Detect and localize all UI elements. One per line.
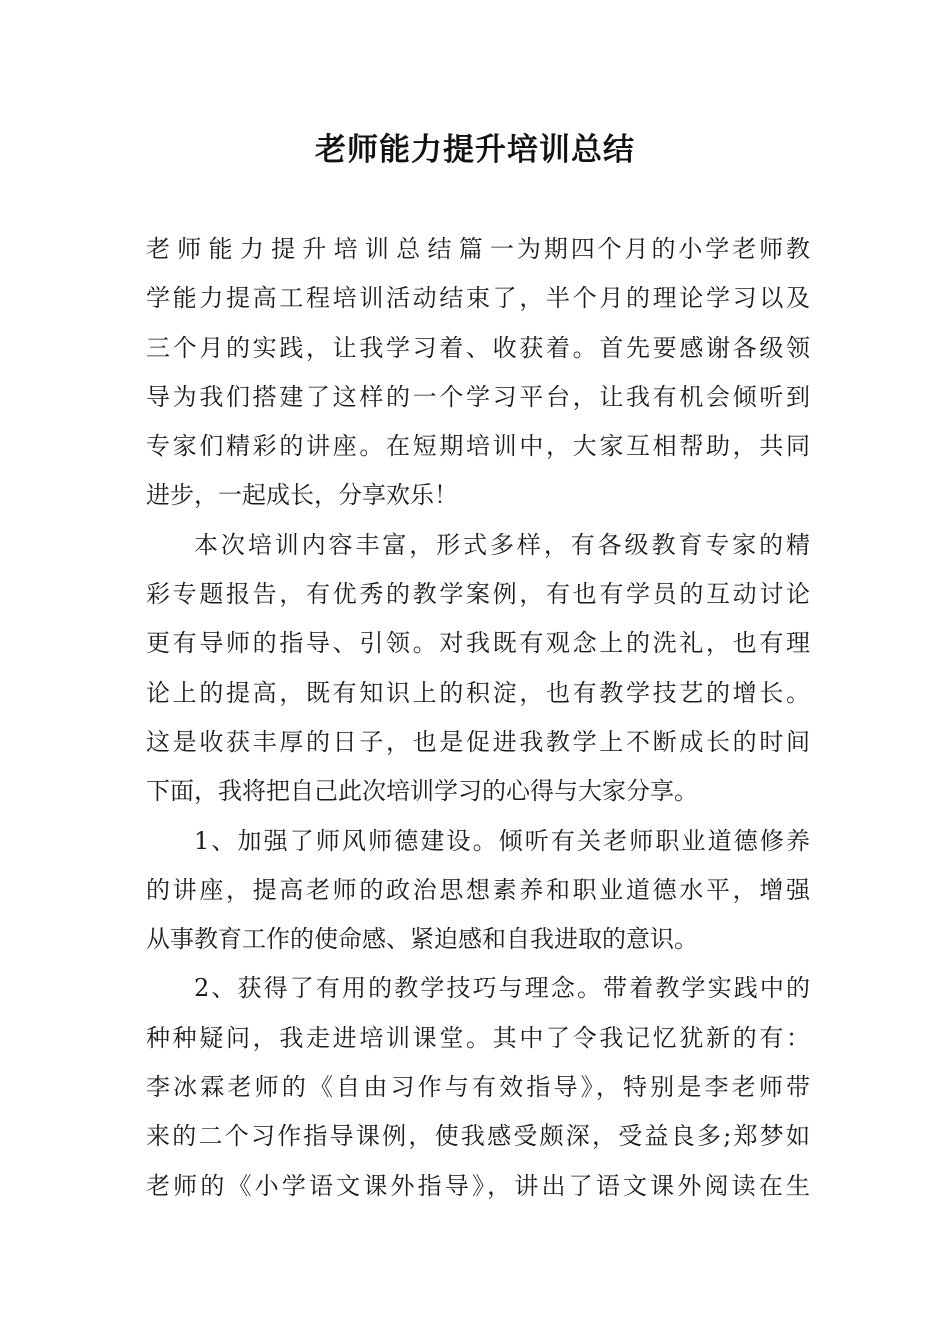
document-body <box>146 225 810 1211</box>
text-line-content: 为期四个月的小学老师教 <box>514 235 810 263</box>
text-line: 这是收获丰厚的日子，也是促进我教学上不断成长的时间 <box>146 727 810 756</box>
text-line: 来的二个习作指导课例，使我感受颇深，受益良多;郑梦如 <box>146 1122 810 1151</box>
text-line: 本次培训内容丰富，形式多样，有各级教育专家的精 <box>194 530 810 559</box>
text-line: 的讲座，提高老师的政治思想素养和职业道德水平，增强 <box>146 875 810 904</box>
text-line: 1、加强了师风师德建设。倾听有关老师职业道德修养 <box>194 826 810 855</box>
text-line: 种种疑问，我走进培训课堂。其中了令我记忆犹新的有： <box>146 1023 810 1052</box>
text-line: 导为我们搭建了这样的一个学习平台，让我有机会倾听到 <box>146 382 810 411</box>
text-line: 更有导师的指导、引领。对我既有观念上的洗礼，也有理 <box>146 629 810 658</box>
text-line: 老师的《小学语文课外指导》，讲出了语文课外阅读在生 <box>146 1171 810 1200</box>
section-heading: 老师能力提升培训总结篇一 <box>146 235 514 263</box>
text-line: 李冰霖老师的《自由习作与有效指导》，特别是李老师带 <box>146 1073 810 1102</box>
text-line: 进步，一起成长，分享欢乐！ <box>146 481 458 510</box>
text-line: 论上的提高，既有知识上的积淀，也有教学技艺的增长。 <box>146 678 810 707</box>
text-line: 三个月的实践，让我学习着、收获着。首先要感谢各级领 <box>146 333 810 362</box>
document-title: 老师能力提升培训总结 <box>315 132 635 168</box>
text-line: 下面，我将把自己此次培训学习的心得与大家分享。 <box>146 777 698 806</box>
text-line: 从事教育工作的使命感、紧迫感和自我进取的意识。 <box>146 925 698 954</box>
text-line: 2、获得了有用的教学技巧与理念。带着教学实践中的 <box>194 974 810 1003</box>
text-line: 专家们精彩的讲座。在短期培训中，大家互相帮助，共同 <box>146 432 810 461</box>
text-line: 彩专题报告，有优秀的教学案例，有也有学员的互动讨论 <box>146 580 810 609</box>
text-line <box>146 225 810 274</box>
text-line: 学能力提高工程培训活动结束了，半个月的理论学习以及 <box>146 284 810 313</box>
